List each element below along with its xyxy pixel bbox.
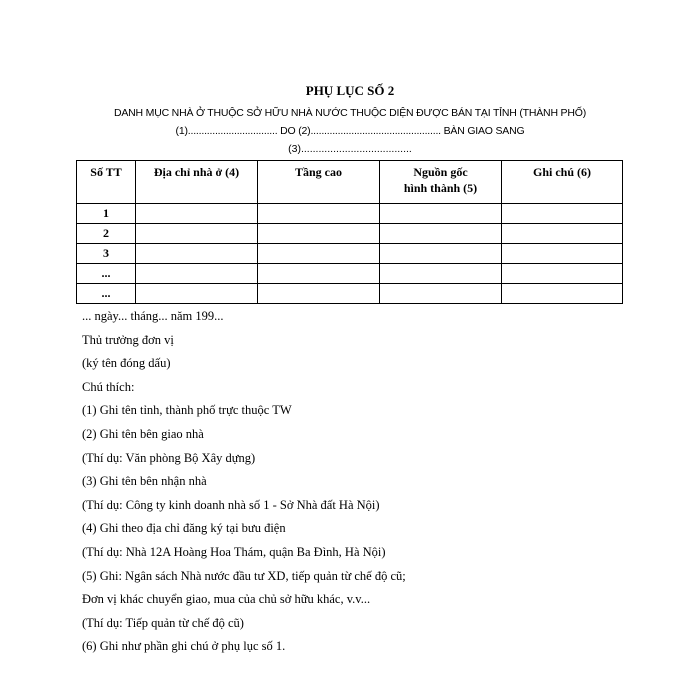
housing-list-table [76,160,623,304]
table-cell [258,224,380,244]
table-cell [502,204,623,224]
table-row [77,264,623,284]
transfer-line: (1)................................. DO (2)................................................ BÀN GIAO SANG [175,125,525,137]
table-cell [502,244,623,264]
note-line: (4) Ghi theo địa chỉ đăng ký tại bưu điện [82,521,286,536]
table-cell [502,264,623,284]
table-cell [258,244,380,264]
header-origin: Nguồn gốc hình thành (5) [380,161,502,204]
table-cell [380,204,502,224]
table-cell [258,204,380,224]
row-number-cell: ... [77,264,136,284]
row-number-cell: 3 [77,244,136,264]
table-cell [380,264,502,284]
notes-section [82,305,406,659]
table-cell [136,244,258,264]
header-stt: Số TT [77,161,136,204]
note-line: (3) Ghi tên bên nhận nhà [82,474,207,489]
table-row [77,204,623,224]
header-address: Địa chỉ nhà ở (4) [136,161,258,204]
table-cell [502,284,623,304]
table-row [77,244,623,264]
note-line: Chú thích: [82,379,135,394]
note-line: Đơn vị khác chuyển giao, mua của chủ sở hữu khác, v.v... [82,592,371,607]
note-line: ... ngày... tháng... năm 199... [82,309,224,323]
table-row [77,224,623,244]
table-row [77,284,623,304]
table-cell [136,224,258,244]
note-line: (6) Ghi như phần ghi chú ở phụ lục số 1. [82,639,286,654]
note-line: (ký tên đóng dấu) [82,356,171,371]
table-header-row [77,161,623,204]
note-line: (2) Ghi tên bên giao nhà [82,426,204,441]
note-line: (1) Ghi tên tỉnh, thành phố trực thuộc TW [82,403,292,418]
note-line: (Thí dụ: Văn phòng Bộ Xây dựng) [82,450,256,465]
document-title: PHỤ LỤC SỐ 2 [305,83,395,98]
table-cell [380,244,502,264]
header-floors: Tầng cao [258,161,380,204]
table-cell [258,284,380,304]
recipient-line: (3)...................................... [288,143,412,155]
table-cell [502,224,623,244]
table-cell [380,284,502,304]
table-cell [380,224,502,244]
note-line: (Thí dụ: Nhà 12A Hoàng Hoa Thám, quận Ba Đình, Hà Nội) [82,544,386,559]
note-line: (5) Ghi: Ngân sách Nhà nước đầu tư XD, tiếp quản từ chế độ cũ; [82,568,406,583]
table-cell [258,264,380,284]
row-number-cell: 1 [77,204,136,224]
note-line: (Thí dụ: Tiếp quản từ chế độ cũ) [82,615,244,630]
row-number-cell: 2 [77,224,136,244]
table-cell [136,264,258,284]
table-cell [136,284,258,304]
document-subtitle: DANH MỤC NHÀ Ở THUỘC SỞ HỮU NHÀ NƯỚC THUỘC DIỆN ĐƯỢC BÁN TẠI TỈNH (THÀNH PHỐ) [113,107,586,119]
note-line: Thủ trưởng đơn vị [82,332,174,347]
row-number-cell: ... [77,284,136,304]
table-cell [136,204,258,224]
header-notes: Ghi chú (6) [502,161,623,204]
note-line: (Thí dụ: Công ty kinh doanh nhà số 1 - Sở Nhà đất Hà Nội) [82,497,380,512]
